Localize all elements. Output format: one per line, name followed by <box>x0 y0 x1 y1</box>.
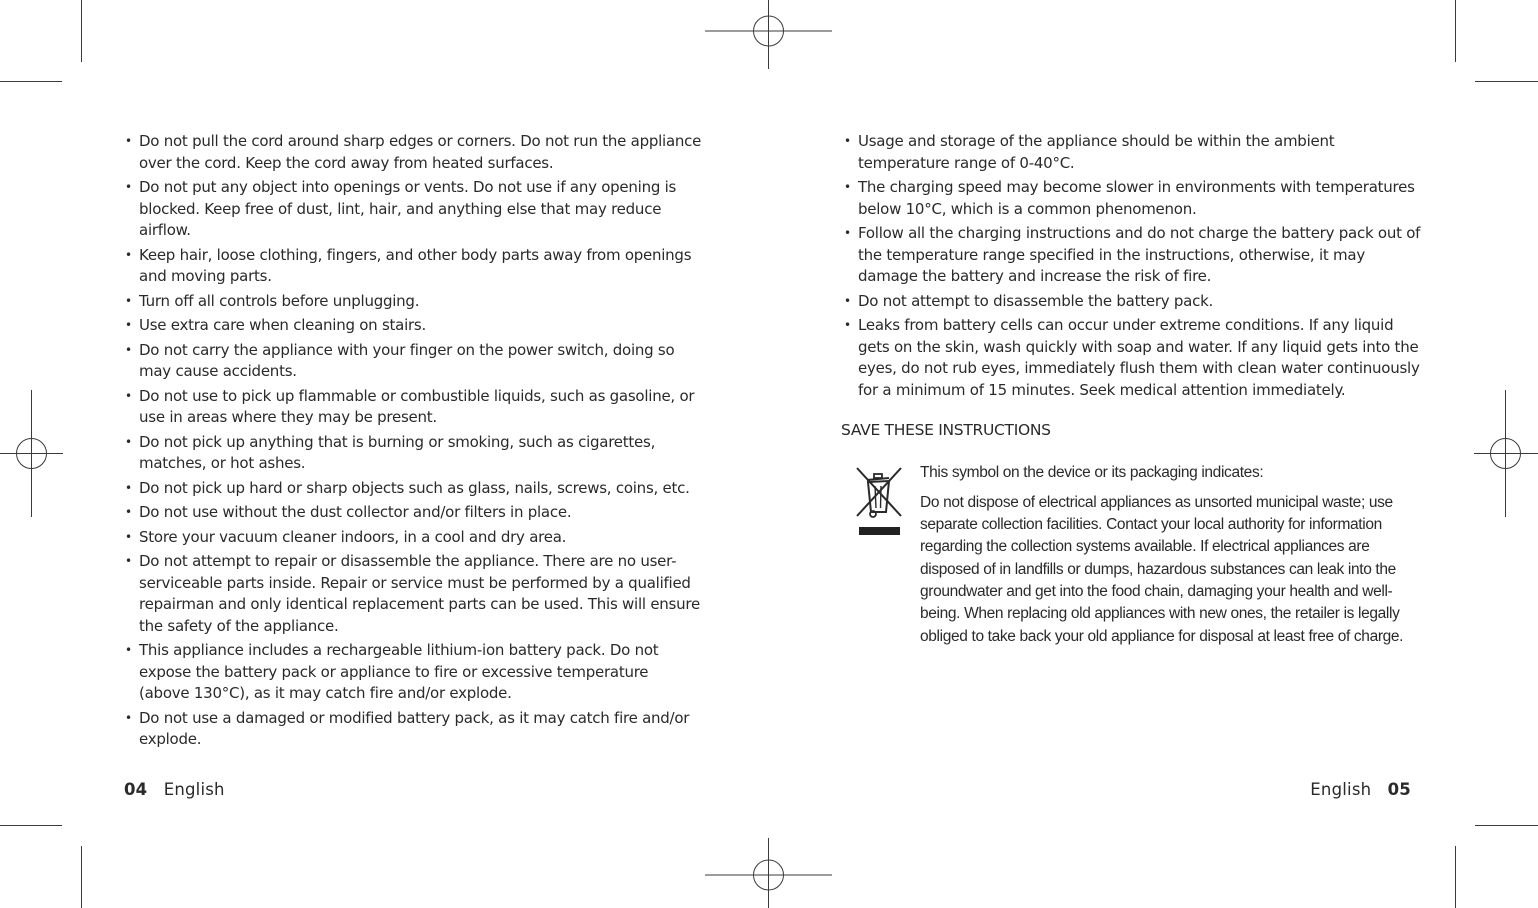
crop-mark <box>1455 846 1456 908</box>
crop-mark <box>81 846 82 908</box>
registration-mark-top <box>705 0 833 70</box>
list-item: • Do not use a damaged or modified battery pack, as it may catch fire and/or explode. <box>122 708 702 751</box>
list-item: • Do not put any object into openings or vents. Do not use if any opening is blocked. Keep free of dust, lint, hair, and anything else that may reduce airflow. <box>122 177 702 242</box>
crop-mark <box>1475 825 1538 826</box>
registration-mark-right <box>1474 390 1538 518</box>
list-item: • Do not use without the dust collector and/or filters in place. <box>122 502 702 524</box>
registration-mark-left <box>0 390 64 518</box>
footer-left <box>124 780 225 799</box>
language-label: English <box>1310 780 1372 799</box>
weee-body: Do not dispose of electrical appliances as unsorted municipal waste; use separate collection facilities. Contact your local authority for information regarding the collection systems available. If electrical appliances are disposed of in landfills or dumps, hazardous substances can leak into the groundwater and get into the food chain, damaging your health and well-being. When replacing old appliances with new ones, the retailer is legally obliged to take back your old appliance for disposal at least free of charge. <box>920 493 1404 645</box>
registration-mark-bottom <box>705 838 833 908</box>
list-item: • Do not use to pick up flammable or combustible liquids, such as gasoline, or use in areas where they may be present. <box>122 386 702 429</box>
weee-notice <box>841 462 1421 648</box>
language-label: English <box>163 780 225 799</box>
section-heading: SAVE THESE INSTRUCTIONS <box>841 421 1051 439</box>
list-item: • Store your vacuum cleaner indoors, in a cool and dry area. <box>122 527 702 549</box>
list-item: • The charging speed may become slower in environments with temperatures below 10°C, which is a common phenomenon. <box>841 177 1421 220</box>
page-number: 05 <box>1387 780 1411 799</box>
crop-mark <box>0 81 62 82</box>
list-item: • Leaks from battery cells can occur under extreme conditions. If any liquid gets on the skin, wash quickly with soap and water. If any liquid gets into the eyes, do not rub eyes, immediately flush them with clean water continuously for a minimum of 15 minutes. Seek medical attention immediately. <box>841 315 1421 401</box>
battery-safety-list <box>841 131 1421 401</box>
list-item: • Follow all the charging instructions and do not charge the battery pack out of the temperature range specified in the instructions, otherwise, it may damage the battery and increase the risk of fire. <box>841 223 1421 288</box>
list-item: • This appliance includes a rechargeable lithium-ion battery pack. Do not expose the battery pack or appliance to fire or excessive temperature (above 130°C), as it may catch fire and/or explode. <box>122 640 702 705</box>
list-item: • Do not carry the appliance with your finger on the power switch, doing so may cause accidents. <box>122 340 702 383</box>
list-item: • Do not pull the cord around sharp edges or corners. Do not run the appliance over the cord. Keep the cord away from heated surfaces. <box>122 131 702 174</box>
list-item: • Usage and storage of the appliance should be within the ambient temperature range of 0-40°C. <box>841 131 1421 174</box>
right-page-content <box>841 131 1421 656</box>
crop-mark <box>1475 81 1538 82</box>
list-item: • Do not attempt to disassemble the battery pack. <box>841 291 1421 313</box>
list-item: • Keep hair, loose clothing, fingers, and other body parts away from openings and moving parts. <box>122 245 702 288</box>
crop-mark <box>0 825 62 826</box>
list-item: • Turn off all controls before unplugging. <box>122 291 702 313</box>
list-item: • Do not attempt to repair or disassemble the appliance. There are no user-serviceable parts inside. Repair or service must be performed by a qualified repairman and only identical replacement parts can be used. This will ensure the safety of the appliance. <box>122 551 702 637</box>
safety-list <box>122 131 702 751</box>
footer-right <box>1310 780 1411 799</box>
page-number: 04 <box>124 780 148 799</box>
list-item: • Do not pick up anything that is burning or smoking, such as cigarettes, matches, or hot ashes. <box>122 432 702 475</box>
list-item: • Use extra care when cleaning on stairs. <box>122 315 702 337</box>
crop-mark <box>81 0 82 62</box>
crossed-out-wheelie-bin-icon <box>853 464 907 538</box>
left-page-content <box>122 131 702 754</box>
weee-intro: This symbol on the device or its packaging indicates: <box>920 463 1264 481</box>
crop-mark <box>1455 0 1456 62</box>
list-item: • Do not pick up hard or sharp objects such as glass, nails, screws, coins, etc. <box>122 478 702 500</box>
